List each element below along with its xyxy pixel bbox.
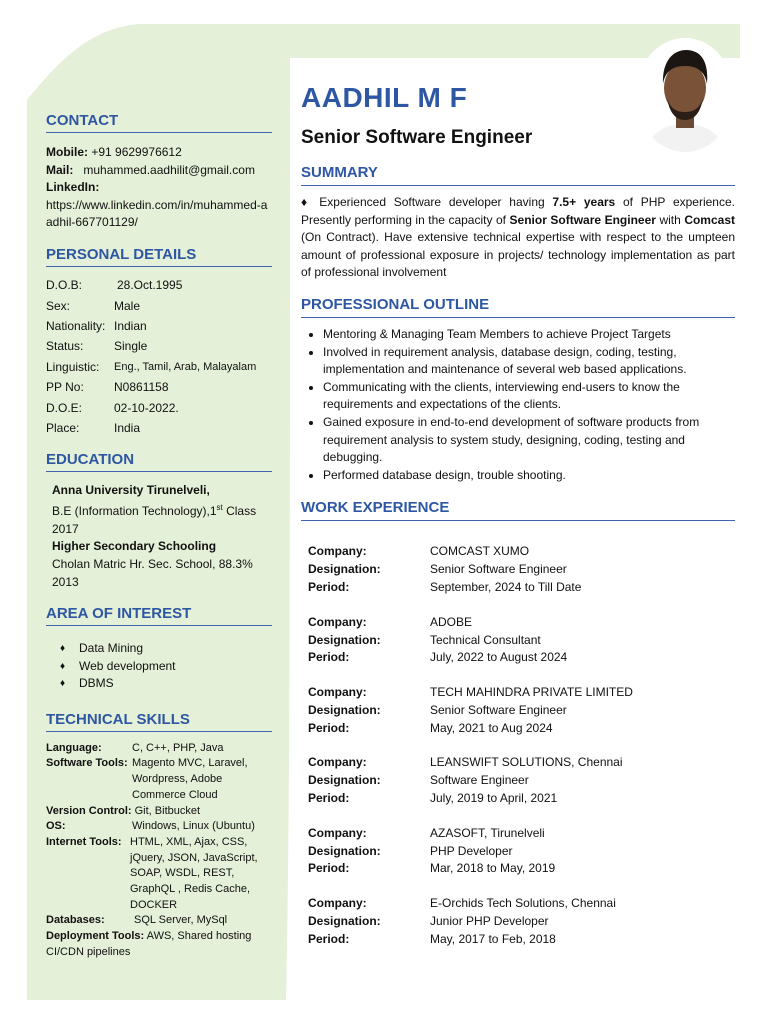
- job-designation: Senior Software Engineer: [430, 562, 567, 577]
- job-company: LEANSWIFT SOLUTIONS, Chennai: [430, 755, 623, 770]
- job-designation: Senior Software Engineer: [430, 702, 567, 717]
- job-period: September, 2024 to Till Date: [430, 579, 582, 594]
- personal-details-section: [46, 246, 272, 439]
- personal-row: Linguistic: Eng., Tamil, Arab, Malayalam: [46, 359, 257, 374]
- job-company: E-Orchids Tech Solutions, Chennai: [430, 896, 616, 911]
- education-section: [46, 451, 272, 592]
- candidate-title: Senior Software Engineer: [301, 127, 533, 148]
- list-item: • Involved in requirement analysis, database design, coding, testing, implementation and maintenance of several web based applications.: [323, 344, 735, 379]
- linkedin-label: LinkedIn:: [46, 180, 100, 194]
- school-name: Cholan Matric Hr. Sec. School, 88.3%: [52, 557, 253, 571]
- diamond-bullet-icon: ♦: [60, 660, 66, 672]
- job-company: COMCAST XUMO: [430, 544, 530, 559]
- mobile-line: Mobile: +91 9629976612: [46, 145, 182, 159]
- linkedin-link[interactable]: https://www.linkedin.com/in/muhammed-aadhil-667701129/: [46, 197, 268, 229]
- job-period: May, 2021 to Aug 2024: [430, 720, 553, 735]
- education-heading: EDUCATION: [46, 451, 272, 472]
- personal-details-heading: PERSONAL DETAILS: [46, 246, 272, 267]
- job-company: AZASOFT, Tirunelveli: [430, 825, 545, 840]
- job-company: TECH MAHINDRA PRIVATE LIMITED: [430, 685, 633, 700]
- job-designation: Software Engineer: [430, 773, 529, 788]
- school-title: Higher Secondary Schooling: [52, 539, 217, 554]
- contact-section: [46, 112, 272, 232]
- degree: B.E (Information Technology),1st Class: [52, 503, 257, 519]
- work-section: [301, 499, 735, 948]
- job-period: July, 2022 to August 2024: [430, 650, 568, 665]
- school-year: 2013: [52, 574, 79, 589]
- work-heading: WORK EXPERIENCE: [301, 499, 735, 521]
- skill-row: Language: C, C++, PHP, Java: [46, 741, 224, 754]
- job-entry: Company: LEANSWIFT SOLUTIONS, Chennai Designation: Software Engineer Period: July, 2019 to April, 2021: [308, 754, 735, 807]
- personal-row: Sex: Male: [46, 298, 141, 313]
- job-period: July, 2019 to April, 2021: [430, 791, 558, 806]
- job-designation: Junior PHP Developer: [430, 914, 549, 929]
- personal-row: Status: Single: [46, 339, 148, 354]
- job-company: ADOBE: [430, 614, 473, 629]
- interest-heading: AREA OF INTEREST: [46, 605, 272, 626]
- list-item: • Performed database design, trouble shooting.: [323, 467, 735, 485]
- interest-section: [46, 605, 272, 693]
- skills-section: [46, 711, 272, 961]
- summary-text: ♦ Experienced Software developer having 7.5+ years of PHP experience. Presently performing in the capacity of Senior Software Engineer with Comcast (On Contract). Have extensive technical expertise with respect to the umpteen amount of professional exposure in projects/ technology implementation as part of professional involvement: [301, 195, 735, 280]
- list-item: ♦ DBMS: [60, 675, 272, 693]
- personal-row: Nationality: Indian: [46, 318, 147, 333]
- diamond-bullet-icon: ♦: [60, 643, 66, 655]
- mobile-value: +91 9629976612: [91, 145, 182, 159]
- diamond-bullet-icon: ♦: [60, 678, 66, 690]
- job-entry: Company: E-Orchids Tech Solutions, Chennai Designation: Junior PHP Developer Period: May, 2017 to Feb, 2018: [308, 895, 735, 948]
- personal-row: PP No: N0861158: [46, 380, 169, 395]
- job-entry: Company: AZASOFT, Tirunelveli Designation: PHP Developer Period: Mar, 2018 to May, 2019: [308, 825, 735, 878]
- list-item: • Communicating with the clients, interviewing end-users to know the requirements and expectations of the clients.: [323, 379, 735, 414]
- mail-line: Mail: muhammed.aadhilit@gmail.com: [46, 162, 255, 177]
- job-entry: Company: ADOBE Designation: Technical Consultant Period: July, 2022 to August 2024: [308, 614, 735, 667]
- outline-heading: PROFESSIONAL OUTLINE: [301, 296, 735, 318]
- summary-section: [301, 164, 735, 282]
- summary-heading: SUMMARY: [301, 164, 735, 186]
- outline-list: [301, 326, 735, 484]
- mail-value[interactable]: muhammed.aadhilit@gmail.com: [83, 162, 255, 177]
- degree-year: 2017: [52, 521, 79, 536]
- skill-row: Software Tools: Magento MVC, Laravel, Wordpress, Adobe Commerce Cloud: [46, 757, 248, 801]
- skill-row: Deployment Tools: AWS, Shared hosting CI/CDN pipelines: [46, 930, 252, 958]
- skill-row: Databases: SQL Server, MySql: [46, 914, 228, 927]
- skill-row: Internet Tools: HTML, XML, Ajax, CSS, jQuery, JSON, JavaScript, SOAP, WSDL, REST, GraphQL , Redis Cache, DOCKER: [46, 835, 258, 911]
- outline-section: [301, 296, 735, 484]
- job-entry: Company: TECH MAHINDRA PRIVATE LIMITED Designation: Senior Software Engineer Period: May, 2021 to Aug 2024: [308, 684, 735, 737]
- skill-row: OS: Windows, Linux (Ubuntu): [46, 820, 255, 833]
- candidate-name: AADHIL M F: [301, 82, 468, 113]
- personal-row: D.O.B: 28.Oct.1995: [46, 278, 183, 293]
- job-period: May, 2017 to Feb, 2018: [430, 931, 556, 946]
- interest-list: [46, 634, 272, 693]
- personal-row: Place: India: [46, 420, 141, 435]
- job-designation: Technical Consultant: [430, 632, 541, 647]
- job-entry: Company: COMCAST XUMO Designation: Senior Software Engineer Period: September, 2024 to Till Date: [308, 543, 735, 596]
- personal-row: D.O.E: 02-10-2022.: [46, 400, 179, 415]
- skills-heading: TECHNICAL SKILLS: [46, 711, 272, 732]
- list-item: ♦ Data Mining: [60, 640, 272, 658]
- job-period: Mar, 2018 to May, 2019: [430, 861, 556, 876]
- list-item: ♦ Web development: [60, 658, 272, 676]
- education-body: [46, 480, 272, 592]
- list-item: • Gained exposure in end-to-end development of software products from requirement analysis to system study, designing, coding, testing and debugging.: [323, 414, 735, 467]
- skill-row: Version Control: Git, Bitbucket: [46, 804, 201, 817]
- sidebar: [46, 112, 272, 961]
- university-name: Anna University Tirunelveli,: [52, 482, 210, 497]
- list-item: • Mentoring & Managing Team Members to achieve Project Targets: [323, 326, 735, 344]
- job-designation: PHP Developer: [430, 843, 513, 858]
- main-column: [301, 80, 735, 949]
- contact-heading: CONTACT: [46, 112, 272, 133]
